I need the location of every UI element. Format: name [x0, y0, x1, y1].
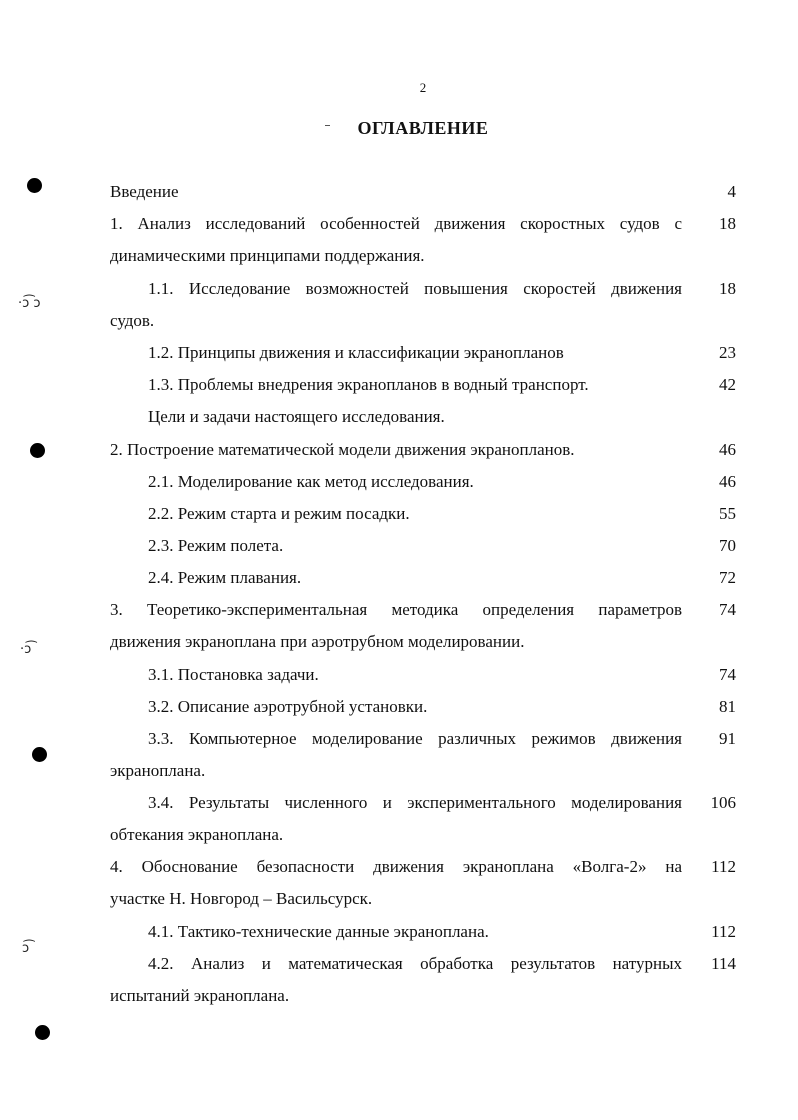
toc-entry-section-1-3: 1.3. Проблемы внедрения экранопланов в водный транспорт. — [148, 375, 589, 394]
toc-entry-chapter-4: 4. Обоснование безопасности движения экраноплана «Волга-2» на — [110, 857, 682, 876]
toc-page-number: 81 — [719, 697, 736, 716]
toc-entry-section-1-1: 1.1. Исследование возможностей повышения скоростей движения — [148, 279, 682, 298]
toc-entry-section-2-2: 2.2. Режим старта и режим посадки. — [148, 504, 410, 523]
toc-entry-section-3-4-cont: обтекания экраноплана. — [110, 825, 284, 844]
binder-hole — [35, 1025, 50, 1040]
binder-hole — [32, 747, 47, 762]
toc-page-number: 91 — [719, 729, 736, 748]
toc-title: ОГЛАВЛЕНИЕ — [357, 118, 489, 138]
toc-entry-chapter-1: 1. Анализ исследований особенностей движения скоростных судов с — [110, 214, 682, 233]
toc-entry-section-2-4: 2.4. Режим плавания. — [148, 568, 302, 587]
toc-entry-section-4-2-cont: испытаний экраноплана. — [110, 986, 290, 1005]
binder-hole — [27, 178, 42, 193]
toc-page-number: 18 — [719, 214, 736, 233]
toc-page-number: 42 — [719, 375, 736, 394]
toc-entry-chapter-1-cont: динамическими принципами поддержания. — [110, 246, 425, 265]
toc-entry-section-3-3-cont: экраноплана. — [110, 761, 206, 780]
toc-entry-section-4-2: 4.2. Анализ и математическая обработка результатов натурных — [148, 954, 682, 973]
toc-entry-chapter-4-cont: участке Н. Новгород – Васильсурск. — [110, 889, 373, 908]
toc-entry-section-4-1: 4.1. Тактико-технические данные экраноплана. — [148, 922, 489, 941]
margin-mark: ɔ͡ — [22, 941, 30, 956]
toc-page-number: 112 — [711, 857, 736, 876]
toc-page-number: 55 — [719, 504, 736, 523]
toc-entry-section-2-3: 2.3. Режим полета. — [148, 536, 284, 555]
toc-page-number: 112 — [711, 922, 736, 941]
toc-page-number: 70 — [719, 536, 736, 555]
toc-entry-introduction: Введение — [110, 182, 179, 201]
toc-page-number: 4 — [727, 182, 736, 201]
toc-page-number: 46 — [719, 472, 736, 491]
page-number: 2 — [419, 80, 427, 95]
toc-entry-section-3-4: 3.4. Результаты численного и экспериментального моделирования — [148, 793, 682, 812]
toc-entry-section-1-3-cont: Цели и задачи настоящего исследования. — [148, 407, 445, 426]
toc-page-number: 74 — [719, 600, 736, 619]
toc-page-number: 18 — [719, 279, 736, 298]
toc-entry-section-3-1: 3.1. Постановка задачи. — [148, 665, 319, 684]
margin-mark: ·ɔ͡ ɔ — [18, 296, 41, 311]
toc-entry-chapter-3: 3. Теоретико-экспериментальная методика определения параметров — [110, 600, 682, 619]
toc-page-number: 72 — [719, 568, 736, 587]
toc-entry-section-1-2: 1.2. Принципы движения и классификации экранопланов — [148, 343, 564, 362]
toc-entry-chapter-2: 2. Построение математической модели движения экранопланов. — [110, 440, 575, 459]
toc-entry-section-1-1-cont: судов. — [110, 311, 155, 330]
binder-hole — [30, 443, 45, 458]
toc-page-number: 74 — [719, 665, 736, 684]
toc-entry-section-2-1: 2.1. Моделирование как метод исследования. — [148, 472, 474, 491]
margin-mark: ·ɔ͡ — [20, 642, 32, 657]
toc-page-number: 23 — [719, 343, 736, 362]
toc-entry-section-3-3: 3.3. Компьютерное моделирование различных режимов движения — [148, 729, 682, 748]
toc-entry-section-3-2: 3.2. Описание аэротрубной установки. — [148, 697, 428, 716]
toc-entry-chapter-3-cont: движения экраноплана при аэротрубном моделировании. — [110, 632, 525, 651]
toc-page-number: 114 — [711, 954, 736, 973]
toc-page-number: 106 — [710, 793, 736, 812]
toc-page-number: 46 — [719, 440, 736, 459]
